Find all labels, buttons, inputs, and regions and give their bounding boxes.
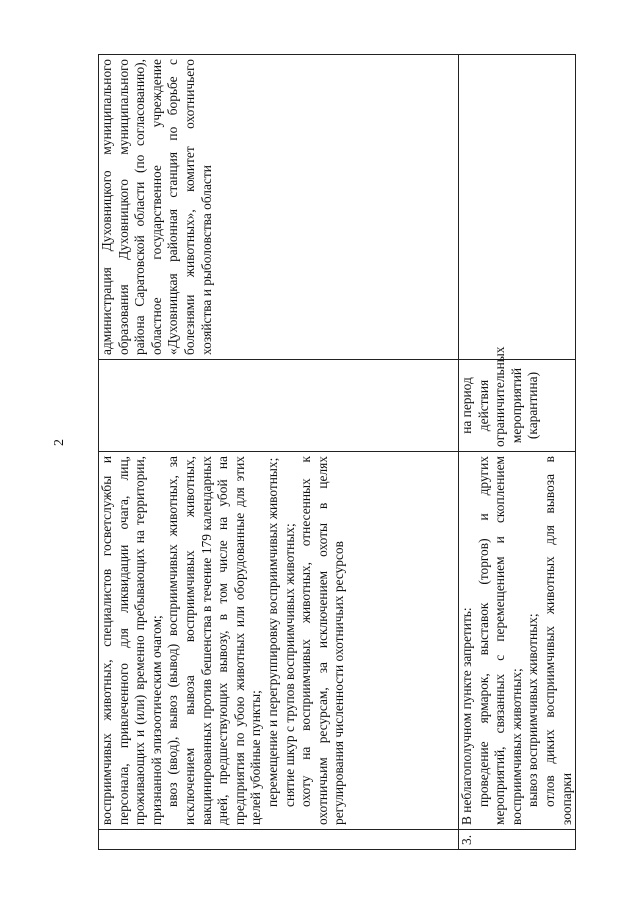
page-number: 2	[52, 439, 67, 446]
measure-text: вывоз восприимчивых животных;	[525, 613, 541, 807]
measure-cell	[99, 452, 459, 830]
measure-text: проведение ярмарок, выставок (торгов) и других мероприятий, связанных с перемещением и скоплением восприимчивых животных;	[475, 456, 524, 825]
rotated-table-wrapper	[98, 55, 574, 850]
row-number-cell	[99, 830, 459, 850]
row-number-cell: 3.	[459, 830, 576, 850]
responsible-cell	[459, 55, 576, 360]
table-row	[459, 55, 576, 850]
responsible-cell: администрация Духовницкого муниципального образования Духовницкого муниципального района Саратовской области (по согласованию), областное государственное учреждение «Духовницкая районная станция по борьбе с болезнями животных», комитет охотничьего хозяйства и рыболовства области	[99, 55, 459, 360]
measure-text: отлов диких восприимчивых животных для вывоза в зоопарки	[541, 456, 574, 825]
table-row	[99, 55, 459, 850]
measure-text: снятие шкур с трупов восприимчивых животных;	[281, 523, 297, 807]
term-cell	[99, 360, 459, 452]
measure-text: охоту на восприимчивых животных, отнесенных к охотничьим ресурсам, за исключением охоты в целях регулирования численности охотничьих ресурсов	[298, 456, 347, 825]
term-cell: на период действия ограничительных мероприятий (карантина)	[459, 360, 576, 452]
measures-table	[98, 54, 576, 850]
measure-cell	[459, 452, 576, 830]
measure-text: восприимчивых животных, специалистов госветслужбы и персонала, привлеченного для ликвидации очага, лиц, проживающих и (или) временно пребывающих на территории, признанной эпизоотическим очагом;	[99, 456, 164, 825]
measure-text: ввоз (ввод), вывоз (вывод) восприимчивых животных, за исключением вывоза восприимчивых животных, вакцинированных против бешенства в течение 179 календарных дней, предшествующих вывозу, в том числе на убой на предприятия по убою животных или оборудованные для этих целей убойные пункты;	[165, 456, 264, 825]
measure-text: перемещение и перегруппировку восприимчивых животных;	[264, 457, 280, 807]
measure-text: В неблагополучном пункте запретить:	[459, 607, 474, 825]
